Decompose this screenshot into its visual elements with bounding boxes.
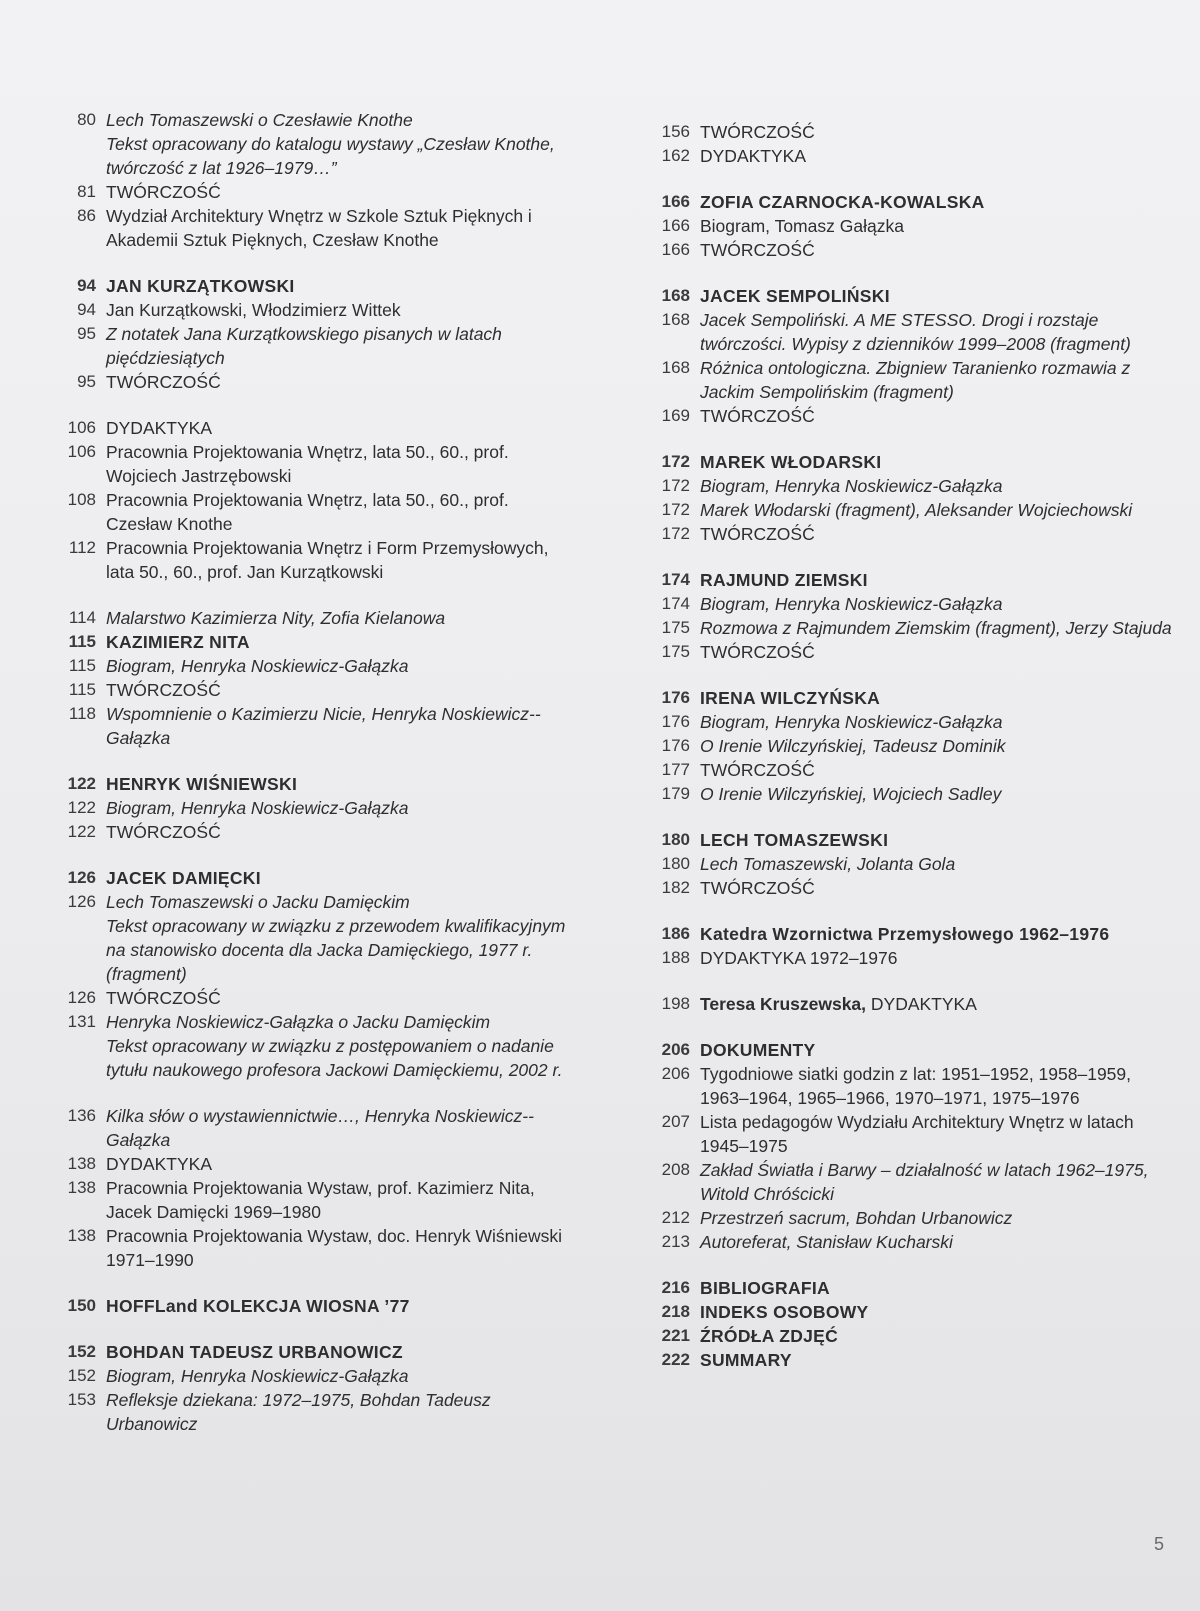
toc-page-number: 94	[77, 300, 96, 319]
toc-entry	[652, 1038, 1182, 1062]
toc-entry	[652, 1300, 1182, 1324]
toc-entry-title: Wspomnienie o Kazimierzu Nicie, Henryka Noskiewicz--Gałązka	[106, 704, 541, 748]
toc-entry-title: O Irenie Wilczyńskiej, Wojciech Sadley	[700, 784, 1002, 804]
toc-entry	[58, 820, 578, 844]
toc-entry-title: JACEK DAMIĘCKI	[106, 868, 261, 888]
toc-page-number: 166	[661, 240, 690, 259]
toc-page-number: 112	[68, 538, 96, 557]
toc-entry-title: Lech Tomaszewski o Jacku Damięckim Tekst opracowany w związku z przewodem kwalifikacyjnym na stanowisko docenta dla Jacka Damięckiego, 1977 r. (fragment)	[106, 892, 566, 984]
toc-entry-title	[700, 992, 977, 1016]
toc-entry-title: Biogram, Henryka Noskiewicz-Gałązka	[106, 798, 409, 818]
toc-entry	[652, 1158, 1182, 1206]
toc-entry-title: Pracownia Projektowania Wnętrz, lata 50., 60., prof. Czesław Knothe	[106, 490, 509, 534]
toc-entry-title: TWÓRCZOŚĆ	[700, 524, 815, 544]
toc-entry-title: DYDAKTYKA	[700, 146, 806, 166]
toc-entry-title: Pracownia Projektowania Wnętrz i Form Przemysłowych, lata 50., 60., prof. Jan Kurzątkowski	[106, 538, 549, 582]
toc-page-number: 138	[67, 1226, 96, 1245]
toc-entry-title: DOKUMENTY	[700, 1040, 816, 1060]
toc-page-number: 122	[67, 774, 96, 793]
toc-entry-title: TWÓRCZOŚĆ	[700, 406, 815, 426]
toc-entry-title: Lista pedagogów Wydziału Architektury Wnętrz w latach 1945–1975	[700, 1112, 1134, 1156]
toc-entry	[58, 1388, 578, 1436]
toc-page-number: 80	[77, 110, 96, 129]
toc-entry	[58, 322, 578, 370]
toc-page-number: 162	[661, 146, 690, 165]
toc-page-number: 216	[661, 1278, 690, 1297]
group-spacer	[652, 900, 1182, 922]
toc-entry-title: TWÓRCZOŚĆ	[106, 988, 221, 1008]
toc-entry	[652, 758, 1182, 782]
toc-page-number: 126	[67, 868, 96, 887]
group-spacer	[652, 664, 1182, 686]
toc-page-number: 114	[68, 608, 96, 627]
toc-entry	[58, 416, 578, 440]
toc-entry	[652, 568, 1182, 592]
toc-page-number: 172	[661, 500, 690, 519]
toc-entry	[652, 284, 1182, 308]
toc-page-number: 186	[661, 924, 690, 943]
toc-entry-title: HOFFLand KOLEKCJA WIOSNA ’77	[106, 1296, 410, 1316]
toc-entry	[652, 474, 1182, 498]
toc-entry	[652, 992, 1182, 1016]
toc-page-number: 176	[661, 712, 690, 731]
toc-entry	[58, 274, 578, 298]
toc-page-number: 198	[661, 994, 690, 1013]
toc-page-number: 208	[661, 1160, 690, 1179]
toc-entry	[652, 1230, 1182, 1254]
toc-page-number: 115	[68, 632, 96, 651]
toc-entry-title: BOHDAN TADEUSZ URBANOWICZ	[106, 1342, 403, 1362]
toc-entry-title: Różnica ontologiczna. Zbigniew Taranienko rozmawia z Jackim Sempolińskim (fragment)	[700, 358, 1131, 402]
toc-page-number: 115	[68, 656, 96, 675]
toc-entry	[652, 922, 1182, 946]
toc-entry	[652, 238, 1182, 262]
toc-entry	[652, 1062, 1182, 1110]
toc-page-number: 86	[77, 206, 96, 225]
toc-page-number: 212	[661, 1208, 690, 1227]
toc-entry	[652, 1206, 1182, 1230]
toc-page-number: 108	[67, 490, 96, 509]
toc-entry-title: TWÓRCZOŚĆ	[106, 680, 221, 700]
toc-entry-title: ZOFIA CZARNOCKA-KOWALSKA	[700, 192, 985, 212]
toc-entry-title-bold: Teresa Kruszewska,	[700, 994, 867, 1014]
group-spacer	[58, 750, 578, 772]
toc-entry	[652, 1276, 1182, 1300]
toc-page-number: 94	[77, 276, 96, 295]
toc-page-number: 172	[661, 524, 690, 543]
toc-page-number: 182	[661, 878, 690, 897]
toc-entry-title: Przestrzeń sacrum, Bohdan Urbanowicz	[700, 1208, 1013, 1228]
toc-entry	[58, 1364, 578, 1388]
toc-page-number: 166	[661, 192, 690, 211]
toc-page-number: 122	[67, 798, 96, 817]
toc-entry-title: Pracownia Projektowania Wnętrz, lata 50., 60., prof. Wojciech Jastrzębowski	[106, 442, 509, 486]
toc-entry	[652, 144, 1182, 168]
toc-page-number: 169	[661, 406, 690, 425]
toc-entry	[652, 1110, 1182, 1158]
toc-entry-title: BIBLIOGRAFIA	[700, 1278, 830, 1298]
toc-entry-title: Pracownia Projektowania Wystaw, doc. Henryk Wiśniewski 1971–1990	[106, 1226, 562, 1270]
toc-entry-title: Jan Kurzątkowski, Włodzimierz Wittek	[106, 300, 401, 320]
toc-page-number: 153	[67, 1390, 96, 1409]
toc-page-number: 177	[661, 760, 690, 779]
toc-left-column	[58, 108, 578, 1436]
toc-entry-title: TWÓRCZOŚĆ	[700, 122, 815, 142]
toc-page-number: 213	[661, 1232, 690, 1251]
toc-entry-title: Pracownia Projektowania Wystaw, prof. Kazimierz Nita, Jacek Damięcki 1969–1980	[106, 1178, 535, 1222]
toc-entry-title: SUMMARY	[700, 1350, 792, 1370]
toc-entry-title: Katedra Wzornictwa Przemysłowego 1962–1976	[700, 924, 1110, 944]
toc-page-number: 152	[67, 1366, 96, 1385]
toc-entry-title: Kilka słów o wystawiennictwie…, Henryka Noskiewicz--Gałązka	[106, 1106, 534, 1150]
toc-entry-title: TWÓRCZOŚĆ	[700, 240, 815, 260]
toc-entry-title: ŹRÓDŁA ZDJĘĆ	[700, 1326, 839, 1346]
toc-entry	[58, 702, 578, 750]
toc-entry-title: Autoreferat, Stanisław Kucharski	[700, 1232, 953, 1252]
toc-entry	[58, 204, 578, 252]
toc-entry	[58, 1176, 578, 1224]
toc-entry-title: TWÓRCZOŚĆ	[106, 182, 221, 202]
toc-entry	[652, 828, 1182, 852]
group-spacer	[652, 1254, 1182, 1276]
toc-page-number: 106	[67, 442, 96, 461]
toc-entry	[58, 772, 578, 796]
toc-entry-title-rest: DYDAKTYKA	[866, 994, 977, 1014]
toc-entry-title: LECH TOMASZEWSKI	[700, 830, 889, 850]
toc-entry	[58, 1010, 578, 1082]
toc-entry	[58, 1340, 578, 1364]
toc-page-number: 156	[661, 122, 690, 141]
toc-page-number: 206	[661, 1040, 690, 1059]
toc-page-number: 175	[661, 642, 690, 661]
toc-entry	[58, 488, 578, 536]
toc-entry-title: Zakład Światła i Barwy – działalność w latach 1962–1975, Witold Chróścicki	[700, 1160, 1149, 1204]
group-spacer	[58, 1318, 578, 1340]
toc-page-number: 122	[67, 822, 96, 841]
toc-entry	[652, 356, 1182, 404]
toc-page-number: 118	[68, 704, 96, 723]
group-spacer	[58, 1082, 578, 1104]
toc-entry-title: TWÓRCZOŚĆ	[700, 642, 815, 662]
toc-entry-title: JAN KURZĄTKOWSKI	[106, 276, 295, 296]
toc-page-number: 176	[661, 736, 690, 755]
toc-page-number: 168	[661, 358, 690, 377]
toc-page-number: 175	[661, 618, 690, 637]
toc-entry	[652, 404, 1182, 428]
toc-page-number: 126	[67, 988, 96, 1007]
toc-entry	[58, 370, 578, 394]
toc-entry-title: TWÓRCZOŚĆ	[106, 372, 221, 392]
toc-entry-title: Tygodniowe siatki godzin z lat: 1951–1952, 1958–1959, 1963–1964, 1965–1966, 1970–1971, 1975–1976	[700, 1064, 1132, 1108]
toc-entry	[58, 440, 578, 488]
toc-entry	[652, 1348, 1182, 1372]
toc-entry-title: JACEK SEMPOLIŃSKI	[700, 286, 890, 306]
toc-page-number: 180	[661, 854, 690, 873]
toc-entry	[652, 1324, 1182, 1348]
toc-page-number: 174	[661, 570, 690, 589]
toc-page-number: 126	[67, 892, 96, 911]
toc-entry	[58, 866, 578, 890]
toc-entry	[58, 1152, 578, 1176]
page-number: 5	[1153, 1534, 1164, 1554]
toc-entry-title: KAZIMIERZ NITA	[106, 632, 250, 652]
toc-page-number: 166	[661, 216, 690, 235]
toc-entry-title: DYDAKTYKA	[106, 1154, 212, 1174]
toc-page-number: 180	[661, 830, 690, 849]
toc-entry	[58, 986, 578, 1010]
toc-entry	[652, 782, 1182, 806]
group-spacer	[58, 394, 578, 416]
toc-entry	[652, 946, 1182, 970]
toc-entry-title: Rozmowa z Rajmundem Ziemskim (fragment), Jerzy Stajuda	[700, 618, 1172, 638]
toc-entry	[58, 298, 578, 322]
toc-entry-title: TWÓRCZOŚĆ	[700, 760, 815, 780]
toc-entry	[652, 450, 1182, 474]
toc-entry	[652, 120, 1182, 144]
toc-page-number: 131	[67, 1012, 96, 1031]
toc-page-number: 218	[661, 1302, 690, 1321]
toc-entry	[58, 796, 578, 820]
toc-entry	[652, 852, 1182, 876]
toc-entry	[652, 498, 1182, 522]
toc-entry	[652, 616, 1182, 640]
toc-page-number: 188	[661, 948, 690, 967]
toc-page-number: 150	[67, 1296, 96, 1315]
toc-page-number: 206	[661, 1064, 690, 1083]
group-spacer	[652, 262, 1182, 284]
toc-page-number: 221	[661, 1326, 690, 1345]
toc-entry-title: Biogram, Henryka Noskiewicz-Gałązka	[106, 656, 409, 676]
toc-entry-title: TWÓRCZOŚĆ	[106, 822, 221, 842]
toc-page-number: 168	[661, 286, 690, 305]
toc-entry-title: MAREK WŁODARSKI	[700, 452, 882, 472]
toc-entry-title: Biogram, Henryka Noskiewicz-Gałązka	[700, 476, 1003, 496]
toc-page-number: 222	[661, 1350, 690, 1369]
toc-entry-title: Z notatek Jana Kurzątkowskiego pisanych w latach pięćdziesiątych	[106, 324, 502, 368]
group-spacer	[652, 428, 1182, 450]
group-spacer	[58, 1272, 578, 1294]
toc-entry-title: RAJMUND ZIEMSKI	[700, 570, 868, 590]
group-spacer	[652, 546, 1182, 568]
toc-page-number: 168	[661, 310, 690, 329]
toc-entry	[652, 522, 1182, 546]
toc-entry	[652, 190, 1182, 214]
toc-entry	[58, 1104, 578, 1152]
toc-entry-title: IRENA WILCZYŃSKA	[700, 688, 881, 708]
toc-entry	[58, 108, 578, 180]
toc-entry	[652, 686, 1182, 710]
toc-entry-title: Wydział Architektury Wnętrz w Szkole Sztuk Pięknych i Akademii Sztuk Pięknych, Czesław Knothe	[106, 206, 532, 250]
toc-page-number: 172	[661, 476, 690, 495]
toc-entry-title: HENRYK WIŚNIEWSKI	[106, 774, 298, 794]
toc-entry-title: Biogram, Henryka Noskiewicz-Gałązka	[700, 594, 1003, 614]
toc-page-number: 174	[661, 594, 690, 613]
toc-page-number: 138	[67, 1154, 96, 1173]
toc-entry-title: Malarstwo Kazimierza Nity, Zofia Kielanowa	[106, 608, 446, 628]
toc-entry	[58, 1294, 578, 1318]
group-spacer	[652, 970, 1182, 992]
toc-entry	[58, 678, 578, 702]
toc-page-number: 106	[67, 418, 96, 437]
toc-page-number: 207	[661, 1112, 690, 1131]
toc-page-number: 115	[68, 680, 96, 699]
toc-entry	[58, 654, 578, 678]
toc-page-number: 152	[67, 1342, 96, 1361]
toc-entry-title: Jacek Sempoliński. A ME STESSO. Drogi i rozstaje twórczości. Wypisy z dzienników 1999–2008 (fragment)	[700, 310, 1131, 354]
group-spacer	[58, 584, 578, 606]
toc-entry-title: Lech Tomaszewski o Czesławie Knothe Tekst opracowany do katalogu wystawy „Czesław Knothe, twórczość z lat 1926–1979…”	[106, 110, 555, 178]
toc-entry-title: Biogram, Tomasz Gałązka	[700, 216, 904, 236]
toc-entry	[58, 536, 578, 584]
toc-entry	[652, 710, 1182, 734]
group-spacer	[652, 806, 1182, 828]
toc-entry	[652, 734, 1182, 758]
toc-page-number: 95	[77, 324, 96, 343]
toc-entry-title: Lech Tomaszewski, Jolanta Gola	[700, 854, 956, 874]
toc-entry	[58, 630, 578, 654]
toc-entry-title: DYDAKTYKA 1972–1976	[700, 948, 898, 968]
toc-entry	[652, 308, 1182, 356]
toc-page-number: 136	[67, 1106, 96, 1125]
toc-entry	[652, 592, 1182, 616]
toc-entry-title: Refleksje dziekana: 1972–1975, Bohdan Tadeusz Urbanowicz	[106, 1390, 491, 1434]
toc-entry-title: TWÓRCZOŚĆ	[700, 878, 815, 898]
toc-entry-title: O Irenie Wilczyńskiej, Tadeusz Dominik	[700, 736, 1006, 756]
toc-entry	[58, 606, 578, 630]
toc-entry-title: Henryka Noskiewicz-Gałązka o Jacku Damięckim Tekst opracowany w związku z postępowaniem o nadanie tytułu naukowego profesora Jackowi Damięckiemu, 2002 r.	[106, 1012, 563, 1080]
toc-page-number: 172	[661, 452, 690, 471]
toc-entry	[58, 890, 578, 986]
toc-entry	[58, 180, 578, 204]
toc-page-number: 176	[661, 688, 690, 707]
toc-page-number: 95	[77, 372, 96, 391]
toc-entry-title: DYDAKTYKA	[106, 418, 212, 438]
group-spacer	[58, 844, 578, 866]
toc-page-number: 179	[661, 784, 690, 803]
toc-page-number: 138	[67, 1178, 96, 1197]
toc-entry	[58, 1224, 578, 1272]
toc-entry-title: Biogram, Henryka Noskiewicz-Gałązka	[700, 712, 1003, 732]
toc-entry-title: Marek Włodarski (fragment), Aleksander Wojciechowski	[700, 500, 1133, 520]
toc-entry-title: Biogram, Henryka Noskiewicz-Gałązka	[106, 1366, 409, 1386]
toc-entry	[652, 640, 1182, 664]
toc-entry	[652, 876, 1182, 900]
group-spacer	[652, 168, 1182, 190]
toc-page-number: 81	[77, 182, 96, 201]
toc-right-column	[652, 120, 1182, 1372]
group-spacer	[58, 252, 578, 274]
group-spacer	[652, 1016, 1182, 1038]
toc-entry-title: INDEKS OSOBOWY	[700, 1302, 869, 1322]
toc-entry	[652, 214, 1182, 238]
